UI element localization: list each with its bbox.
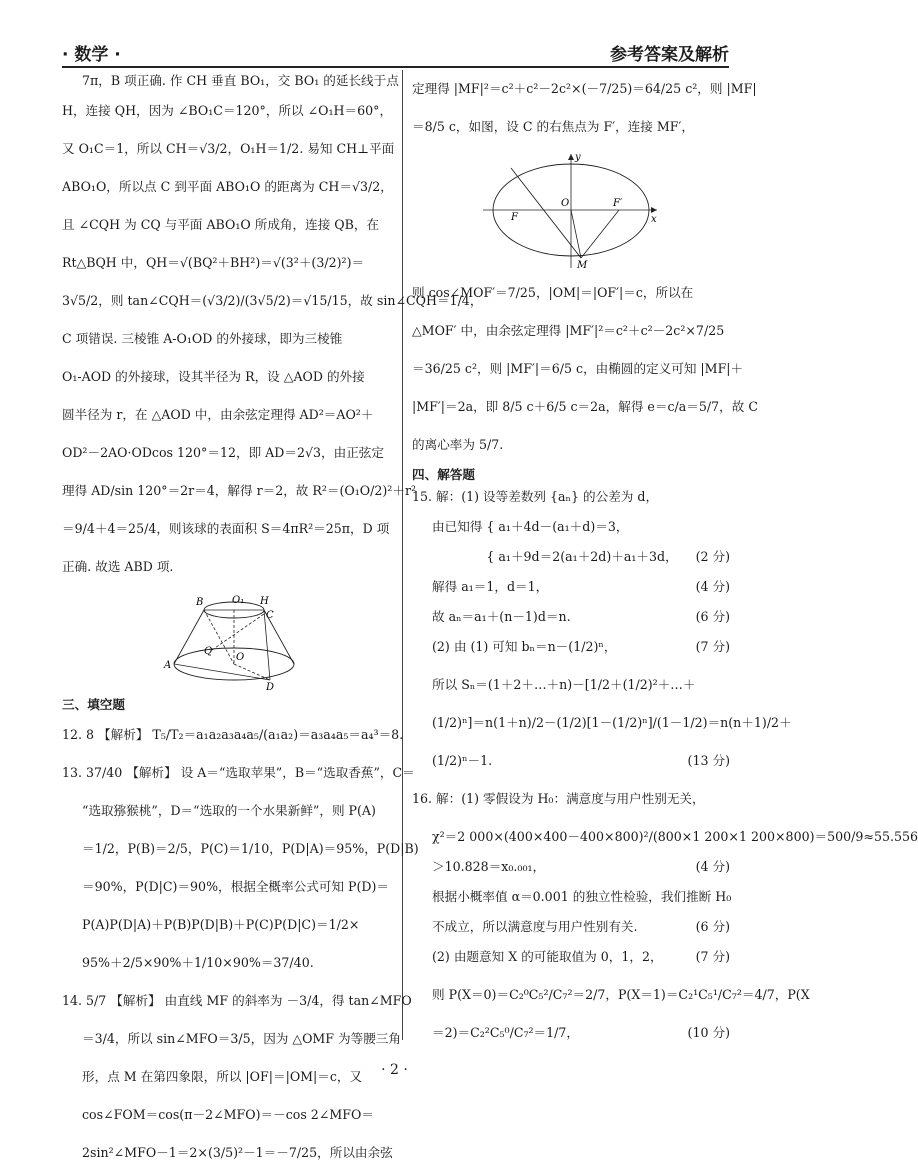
text-line: Rt△BQH 中，QH＝√(BQ²＋BH²)＝√(3²＋(3/2)²)＝ [62,255,365,270]
text-line: 且 ∠CQH 为 CQ 与平面 ABO₁O 所成角，连接 QB，在 [62,217,380,232]
text-line: OD²－2AO·ODcos 120°＝12，即 AD＝2√3，由正弦定 [62,445,384,460]
ellipse-figure [481,150,661,270]
label-O: O [561,198,570,209]
label-O1: O₁ [232,595,245,606]
text-line: 的离心率为 5/7. [412,437,504,452]
text-line: 7π，B 项正确. 作 CH 垂直 BO₁，交 BO₁ 的延长线于点 [82,73,399,88]
text-line: 2sin²∠MFO－1＝2×(3/5)²－1＝－7/25，所以由余弦 [82,1145,393,1160]
q16-line: 16. 解：(1) 零假设为 H₀：满意度与用户性别无关， [412,791,705,806]
page-number: · 2 · [381,1062,408,1078]
text-line: 定理得 |MF|²＝c²＋c²－2c²×(－7/25)＝64/25 c²，则 |MF| [412,81,757,96]
q16-line: χ²＝2 000×(400×400－400×800)²/(800×1 200×1 200×800)＝500/9≈55.556 [432,829,918,844]
text-line: H，连接 QH，因为 ∠BO₁C＝120°，所以 ∠O₁H＝60°， [62,103,393,118]
header-title: 参考答案及解析 [610,45,729,65]
q16-line: 不成立，所以满意度与用户性别有关. (6 分) [432,919,730,934]
q16-line: ＞10.828＝x₀.₀₀₁， (4 分) [432,859,730,874]
q16-line: 根据小概率值 α＝0.001 的独立性检验，我们推断 H₀ [432,889,732,904]
text-line: ＝36/25 c²，则 |MF′|＝6/5 c，由椭圆的定义可知 |MF|＋ [412,361,744,376]
text-line: 13. 37/40 【解析】 设 A＝“选取苹果”，B＝“选取香蕉”，C＝ [62,765,415,780]
text-line: ＝8/5 c，如图，设 C 的右焦点为 F′，连接 MF′， [412,119,694,134]
text-line: ＝9/4＋4＝25/4，则该球的表面积 S＝4πR²＝25π，D 项 [62,521,390,536]
q15-line: 故 aₙ＝a₁＋(n－1)d＝n. (6 分) [432,609,730,624]
text-line: ＝3/4，所以 sin∠MFO＝3/5，因为 △OMF 为等腰三角 [82,1031,402,1046]
text-line: 又 O₁C＝1，所以 CH＝√3/2，O₁H＝1/2. 易知 CH⊥平面 [62,141,395,156]
q15-line: (1/2)ⁿ－1. (13 分) [432,753,730,768]
header-rule [62,66,729,68]
section-heading-fill-in: 三、填空题 [62,697,125,712]
label-Q: Q [204,646,213,657]
label-B: B [196,597,204,608]
text-line: 14. 5/7 【解析】 由直线 MF 的斜率为 －3/4，得 tan∠MFO [62,993,412,1008]
text-line: |MF′|＝2a，即 8/5 c＋6/5 c＝2a，解得 e＝c/a＝5/7，故 C [412,399,758,414]
page-header [62,40,729,64]
q16-line: ＝2)＝C₂²C₅⁰/C₇²＝1/7， (10 分) [432,1025,730,1040]
q12-text: 12. 8 【解析】 T₅/T₂＝a₁a₂a₃a₄a₅/(a₁a₂)＝a₃a₄a₅＝a₄³＝8. [62,727,404,742]
header-subject: · 数学 · [62,45,121,65]
label-D: D [266,682,275,693]
q16-line: (2) 由题意知 X 的可能取值为 0，1，2， (7 分) [432,949,730,964]
label-H: H [260,596,269,607]
q15-line: (2) 由 (1) 可知 bₙ＝n－(1/2)ⁿ， (7 分) [432,639,730,654]
q15-line: (1/2)ⁿ]＝n(1＋n)/2－(1/2)[1－(1/2)ⁿ]/(1－1/2)＝n(n＋1)/2＋ [432,715,792,730]
q15-line: 所以 Sₙ＝(1＋2＋…＋n)－[1/2＋(1/2)²＋…＋ [432,677,696,692]
text-line: 3√5/2，则 tan∠CQH＝(√3/2)/(3√5/2)＝√15/15，故 sin∠CQH＝1/4， [62,293,483,308]
text-line: ＝1/2，P(B)＝2/5，P(C)＝1/10，P(D|A)＝95%，P(D|B) [82,841,419,856]
text-line: ABO₁O，所以点 C 到平面 ABO₁O 的距离为 CH＝√3/2， [62,179,393,194]
label-x: x [651,214,657,225]
text-line: ＝90%，P(D|C)＝90%，根据全概率公式可知 P(D)＝ [82,879,389,894]
text-line: 95%＋2/5×90%＋1/10×90%＝37/40. [82,955,314,970]
text-line: “选取猕猴桃”，D＝“选取的一个水果新鲜”，则 P(A) [82,803,376,818]
q16-line: 则 P(X＝0)＝C₂⁰C₅²/C₇²＝2/7，P(X＝1)＝C₂¹C₅¹/C₇²＝4/7，P(X [432,987,810,1002]
label-F-prime: F′ [613,198,623,209]
text-line: 理得 AD/sin 120°＝2r＝4，解得 r＝2，故 R²＝(O₁O/2)²＋r² [62,483,417,498]
label-A: A [164,660,172,671]
column-divider [402,70,403,1040]
q15-line: 解得 a₁＝1，d＝1， (4 分) [432,579,730,594]
text-line: 形，点 M 在第四象限，所以 |OF|＝|OM|＝c，又 [82,1069,363,1084]
section-heading-answers: 四、解答题 [412,467,475,482]
text-line: cos∠FOM＝cos(π－2∠MFO)＝－cos 2∠MFO＝ [82,1107,374,1122]
label-C: C [266,610,274,621]
label-O: O [236,652,245,663]
text-line: 则 cos∠MOF′＝7/25，|OM|＝|OF′|＝c，所以在 [412,285,694,300]
text-line: O₁-AOD 的外接球，设其半径为 R，设 △AOD 的外接 [62,369,365,384]
q15-line: 由已知得 { a₁＋4d－(a₁＋d)＝3， [432,519,629,534]
label-M: M [577,260,588,271]
text-line: C 项错误. 三棱锥 A-O₁OD 的外接球，即为三棱锥 [62,331,343,346]
q15-line: { a₁＋9d＝2(a₁＋2d)＋a₁＋3d， (2 分) [432,549,730,564]
text-line: 正确. 故选 ABD 项. [62,559,174,574]
frustum-figure [162,590,292,693]
q15-line: 15. 解：(1) 设等差数列 {aₙ} 的公差为 d， [412,489,659,504]
text-line: △MOF′ 中，由余弦定理得 |MF′|²＝c²＋c²－2c²×7/25 [412,323,725,338]
label-y: y [575,152,581,163]
text-line: P(A)P(D|A)＋P(B)P(D|B)＋P(C)P(D|C)＝1/2× [82,917,360,932]
right-column [412,70,918,1052]
label-F: F [511,212,518,223]
text-line: 圆半径为 r，在 △AOD 中，由余弦定理得 AD²＝AO²＋ [62,407,374,422]
